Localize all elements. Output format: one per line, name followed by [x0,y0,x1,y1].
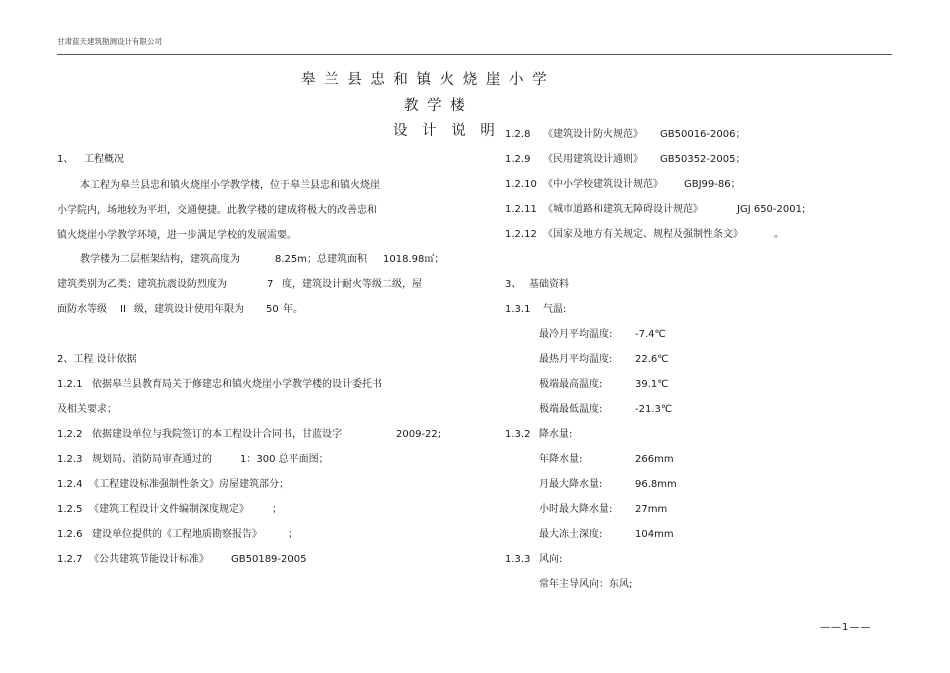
overview-line-2: 小学院内，场地较为平坦，交通便捷。此教学楼的建成将极大的改善忠和 [57,205,377,216]
temp-value: 39.1℃ [635,379,669,390]
service-life-years: 50 [266,304,279,315]
doc-title-line1: 皋 兰 县 忠 和 镇 火 烧 崖 小 学 [301,72,549,88]
item-1-2-2-number: 1.2.2 [57,429,83,440]
category-text: 建筑类别为乙类；建筑抗震设防烈度为 [57,279,227,290]
temp-value: 22.6℃ [635,354,669,365]
item-1-2-9-text: 《民用建筑设计通则》 [543,154,643,165]
rain-label: 月最大降水量: [539,479,603,490]
structure-text: 教学楼为二层框架结构，建筑高度为 [80,254,240,265]
prevailing-wind: 常年主导风向：东风; [539,579,633,590]
item-1-2-8-code: GB50016-2006； [660,129,746,140]
waterproof-grade: II [120,304,126,315]
temp-label: 最冷月平均温度: [539,329,613,340]
fire-rating-text: 度，建筑设计耐火等级二级，屋 [282,279,422,290]
item-1-2-5-text: 《建筑工程设计文件编制深度规定》 [89,504,249,515]
item-1-2-6-end: ； [288,529,298,540]
rain-label: 最大冻土深度: [539,529,603,540]
temp-label: 最热月平均温度: [539,354,613,365]
temp-label: 极端最低温度: [539,404,603,415]
rain-value: 104mm [635,529,674,540]
item-1-2-10-number: 1.2.10 [505,179,537,190]
item-1-2-8-text: 《建筑设计防火规范》 [543,129,643,140]
item-1-2-3-number: 1.2.3 [57,454,83,465]
building-height: 8.25m；总建筑面积 [275,254,368,265]
item-1-2-12-end: 。 [774,229,784,240]
item-1-2-2-code: 2009-22; [396,429,442,440]
item-1-3-1-number: 1.3.1 [505,304,531,315]
item-1-2-4-text: 《工程建设标准强制性条文》房屋建筑部分； [89,479,289,490]
overview-line-1: 本工程为皋兰县忠和镇火烧崖小学教学楼，位于皋兰县忠和镇火烧崖 [80,180,380,191]
service-life-unit: 年。 [283,304,303,315]
item-1-2-10-text: 《中小学校建筑设计规范》 [543,179,663,190]
rain-label: 小时最大降水量: [539,504,613,515]
item-1-2-12-number: 1.2.12 [505,229,537,240]
building-area: 1018.98㎡； [383,254,445,265]
item-1-2-7-text: 《公共建筑节能设计标准》 [89,554,209,565]
rain-label: 年降水量: [539,454,583,465]
item-1-2-7-code: GB50189-2005 [231,554,307,565]
page-number: ——1—— [820,622,872,633]
item-1-2-8-number: 1.2.8 [505,129,531,140]
item-1-2-3-scale: 1：300 总平面图； [240,454,329,465]
item-1-2-1-text-cont: 及相关要求； [57,404,117,415]
item-1-2-9-code: GB50352-2005； [660,154,746,165]
item-1-2-11-number: 1.2.11 [505,204,537,215]
item-1-2-5-end: ； [272,504,282,515]
temp-value: -7.4℃ [635,329,666,340]
item-1-3-3-number: 1.3.3 [505,554,531,565]
rain-value: 266mm [635,454,674,465]
item-1-2-12-text: 《国家及地方有关规定、规程及强制性条文》 [543,229,743,240]
section2-title: 2、工程 设计依据 [57,354,137,365]
item-1-2-2-text: 依据建设单位与我院签订的本工程设计合同书，甘蓝设字 [92,429,342,440]
header-rule [57,54,892,55]
item-1-2-5-number: 1.2.5 [57,504,83,515]
item-1-2-3-text: 规划局、消防局审查通过的 [92,454,212,465]
waterproof-text: 面防水等级 [57,304,107,315]
section1-number: 1、 [57,154,74,165]
item-1-2-9-number: 1.2.9 [505,154,531,165]
item-1-2-1-number: 1.2.1 [57,379,83,390]
item-1-3-2-number: 1.3.2 [505,429,531,440]
seismic-intensity: 7 [267,279,274,290]
rain-value: 96.8mm [635,479,677,490]
doc-title-line2: 教 学 楼 [404,98,467,114]
item-1-3-3-title: 风向: [539,554,563,565]
item-1-2-10-code: GBJ99-86； [684,179,741,190]
item-1-2-6-number: 1.2.6 [57,529,83,540]
item-1-2-11-text: 《城市道路和建筑无障碍设计规范》 [543,204,703,215]
item-1-3-2-title: 降水量: [539,429,573,440]
doc-title-line3: 设 计 说 明 [393,123,500,139]
company-header: 甘肃蓝天建筑勘测设计有限公司 [57,37,162,46]
temp-value: -21.3℃ [635,404,673,415]
section3-number: 3、 [505,279,522,290]
service-life-text: 级，建筑设计使用年限为 [134,304,244,315]
item-1-2-4-number: 1.2.4 [57,479,83,490]
rain-value: 27mm [635,504,668,515]
item-1-2-11-code: JGJ 650-2001; [737,204,806,215]
item-1-2-1-text: 依据皋兰县教育局关于修建忠和镇火烧崖小学教学楼的设计委托书 [92,379,382,390]
item-1-2-6-text: 建设单位提供的《工程地质勘察报告》 [92,529,262,540]
section1-title: 工程概况 [84,154,124,165]
temp-label: 极端最高温度: [539,379,603,390]
section3-title: 基础资料 [529,279,569,290]
overview-line-3: 镇火烧崖小学教学环境，进一步满足学校的发展需要。 [57,230,297,241]
item-1-3-1-title: 气温: [543,304,567,315]
item-1-2-7-number: 1.2.7 [57,554,83,565]
